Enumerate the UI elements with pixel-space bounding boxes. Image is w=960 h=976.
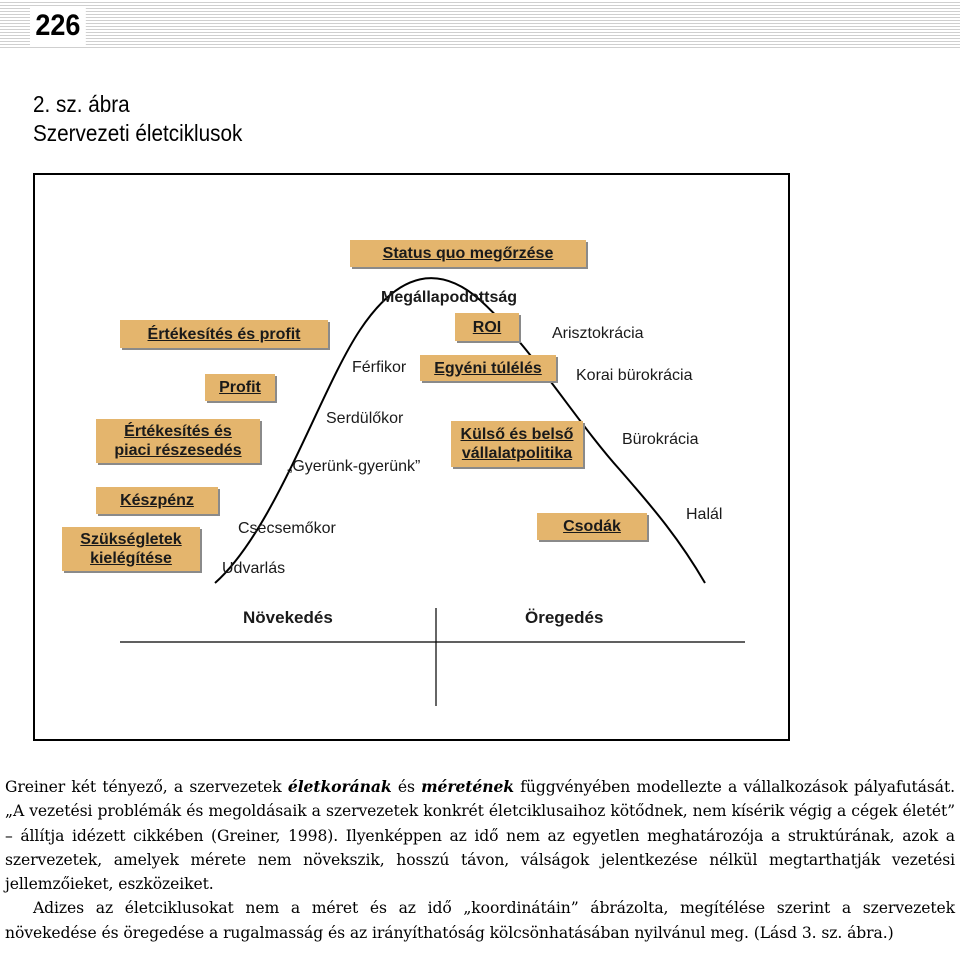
box-egyeni: Egyéni túlélés bbox=[420, 355, 556, 381]
page-number: 226 bbox=[30, 6, 86, 46]
stage-csecsemokor: Csecsemőkor bbox=[238, 520, 336, 537]
box-keszpenz: Készpénz bbox=[96, 487, 218, 514]
stage-udvarlas: Udvarlás bbox=[222, 560, 286, 577]
paragraph-2: Adizes az életciklusokat nem a méret és az idő „koordinátáin” ábrázolta, megítélése szerint a szervezetek növekedése és öregedése a rugalmasság és az irányíthatóság kölcsönhatásában nyilvánul meg. (Lásd 3. sz. ábra.) bbox=[5, 899, 955, 942]
stage-korai-burokracia: Korai bürokrácia bbox=[576, 367, 693, 384]
stage-megallapodottsag: Megállapodottság bbox=[381, 289, 518, 306]
axis-label-oregedes: Öregedés bbox=[525, 608, 604, 627]
stage-arisztokracia: Arisztokrácia bbox=[552, 325, 644, 342]
body-text bbox=[5, 775, 955, 945]
box-ertekesites-profit: Értékesítés és profit bbox=[120, 320, 328, 348]
figure-title: Szervezeti életciklusok bbox=[33, 120, 243, 146]
header-stripes bbox=[0, 0, 960, 48]
stage-ferfikor: Férfikor bbox=[352, 359, 407, 376]
stage-halal: Halál bbox=[686, 506, 723, 523]
box-profit: Profit bbox=[205, 374, 275, 401]
stage-burokracia: Bürokrácia bbox=[622, 431, 699, 448]
figure-label: 2. sz. ábra bbox=[33, 91, 130, 117]
box-ertekesites-piaci: Értékesítés és piaci részesedés bbox=[96, 419, 260, 463]
emphasis-eletkor: életkorának bbox=[287, 777, 392, 796]
box-szuksegletek: Szükségletek kielégítése bbox=[62, 527, 200, 571]
stage-gyerunk: „Gyerünk-gyerünk” bbox=[287, 458, 421, 475]
axis-label-novekedes: Növekedés bbox=[243, 608, 333, 627]
box-status-quo: Status quo megőrzése bbox=[350, 240, 586, 267]
emphasis-meret: méretének bbox=[421, 777, 514, 796]
paragraph-1: Greiner két tényező, a szervezetek életkorának és méretének függvényében modellezte a vállalkozások pályafutását. „A vezetési problémák és megoldásaik a szervezetek konkrét életciklusaihoz kötődnek, nem kísérik végig a cégek életét” – állítja idézett cikkében (Greiner, 1998). Ilyenképpen az idő nem az egyetlen meghatározója a struktúrának, azok a szervezetek, amelyek mérete nem növekszik, hosszú távon, válságok jelentkezése nélkül megtarthatják vezetési jellemzőieket, eszközeiket. bbox=[5, 777, 956, 894]
stage-serdulokor: Serdülőkor bbox=[326, 410, 404, 427]
box-kulso-belso: Külső és belső vállalatpolitika bbox=[451, 421, 583, 467]
box-roi: ROI bbox=[455, 313, 519, 341]
box-csodak: Csodák bbox=[537, 513, 647, 540]
